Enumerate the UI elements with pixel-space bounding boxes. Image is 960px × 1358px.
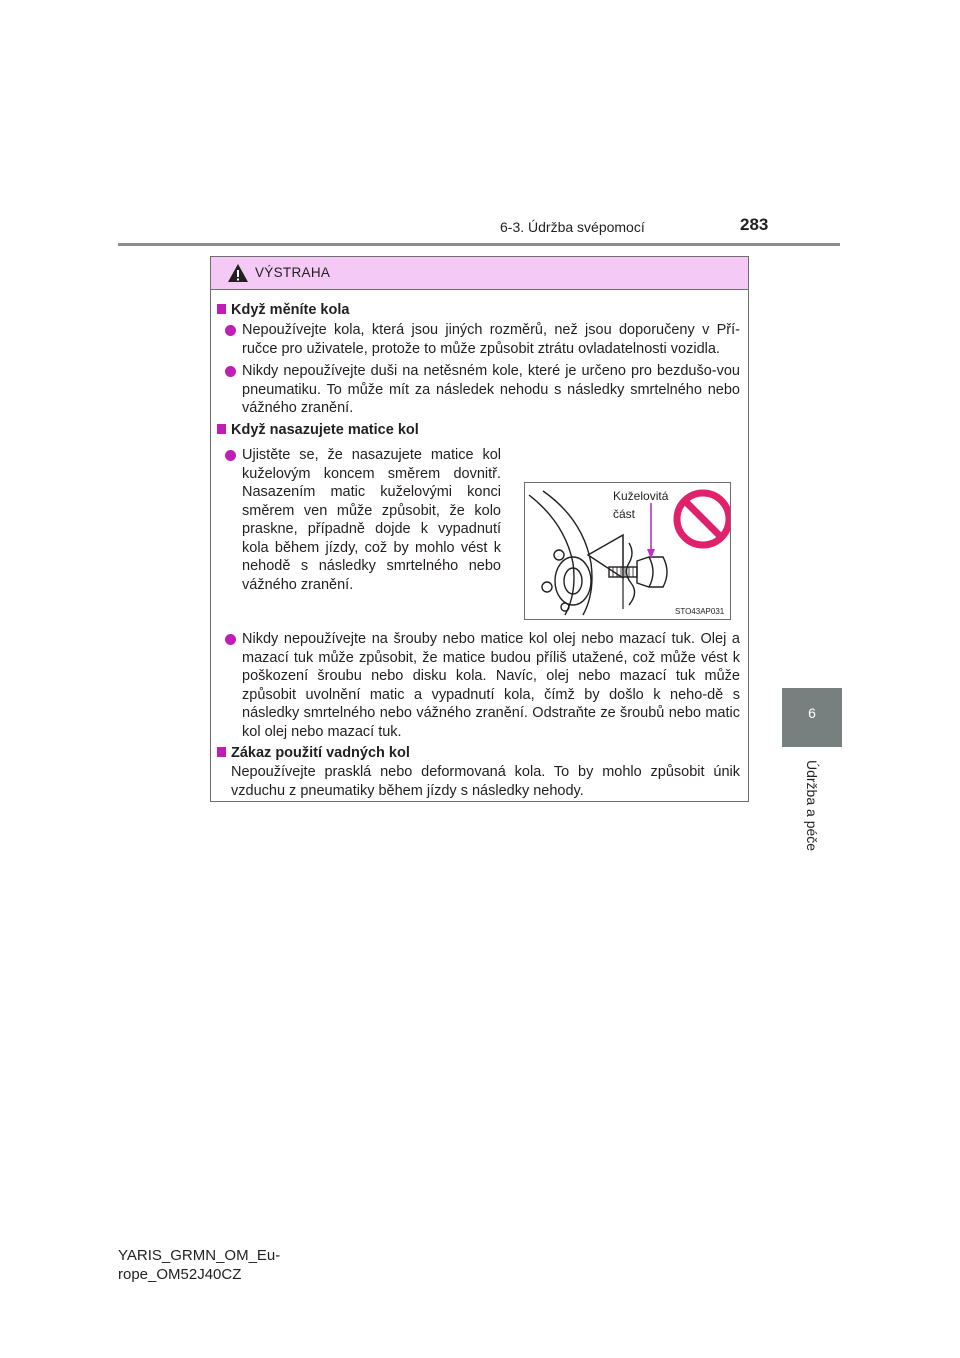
document-code: YARIS_GRMN_OM_Eu- rope_OM52J40CZ [118,1247,281,1283]
figure-callout-line2: část [613,507,636,521]
section-heading: Zákaz použití vadných kol [217,744,410,763]
bullet-dot-icon [225,634,236,645]
section-text: Nepoužívejte prasklá nebo deformovaná kola. To by mohlo způsobit únik vzduchu z pneumatiky během jízdy s následky nehody. [231,764,740,799]
section-heading: Když nasazujete matice kol [217,421,419,440]
section-heading: Když měníte kola [217,301,349,320]
list-item: Ujistěte se, že nasazujete matice kol kuželovým koncem směrem dovnitř. Nasazením matic kuželovými konci směrem ven může způsobit, že kolo praskne, případně dojde k vypadnutí kola během jízdy, což by mohlo vést k nehodě s následky smrtelného nebo vážného zranění. [225,446,501,594]
square-bullet-icon [217,424,226,434]
warning-triangle-icon [227,263,249,283]
warning-content [211,289,748,801]
chapter-number: 6 [808,705,816,721]
chapter-label: Údržba a péče [804,760,820,852]
prohibited-icon [677,493,729,545]
bullet-dot-icon [225,366,236,377]
figure-code: STO43AP031 [675,607,725,616]
section-title: 6-3. Údržba svépomocí [500,219,645,235]
list-item: Nikdy nepoužívejte duši na netěsném kole, které je určeno pro bezdušo-vou pneumatiku. To může mít za následek nehodu s následky smrtelného nebo vážného zranění. [225,362,740,418]
warning-header [211,257,748,290]
list-item: Nikdy nepoužívejte na šrouby nebo matice kol olej nebo mazací tuk. Olej a mazací tuk může způsobit, že matice budou příliš utažené, což může vést k poškození šroubu nebo disku kola. Navíc, olej nebo mazací tuk může způsobit uvolnění matic a vypadnutí kola, čímž by došlo k neho-dě s následky smrtelného nebo vážného zranění. Odstraňte ze šroubů nebo matic kol olej nebo mazací tuk. [225,630,740,741]
warning-title: VÝSTRAHA [255,265,331,280]
page-number: 283 [740,215,769,234]
square-bullet-icon [217,304,226,314]
chapter-tab [782,688,842,747]
bullet-dot-icon [225,325,236,336]
lug-nut-figure [524,482,731,620]
bullet-dot-icon [225,450,236,461]
list-item: Nepoužívejte kola, která jsou jiných rozměrů, než jsou doporučeny v Pří-ručce pro uživatele, protože to může způsobit ztrátu ovladatelnosti vozidla. [225,321,740,358]
warning-box [210,256,749,802]
figure-callout-line1: Kuželovitá [613,489,669,503]
square-bullet-icon [217,747,226,757]
wheel-nut-illustration [525,483,730,619]
header-divider [118,243,840,246]
